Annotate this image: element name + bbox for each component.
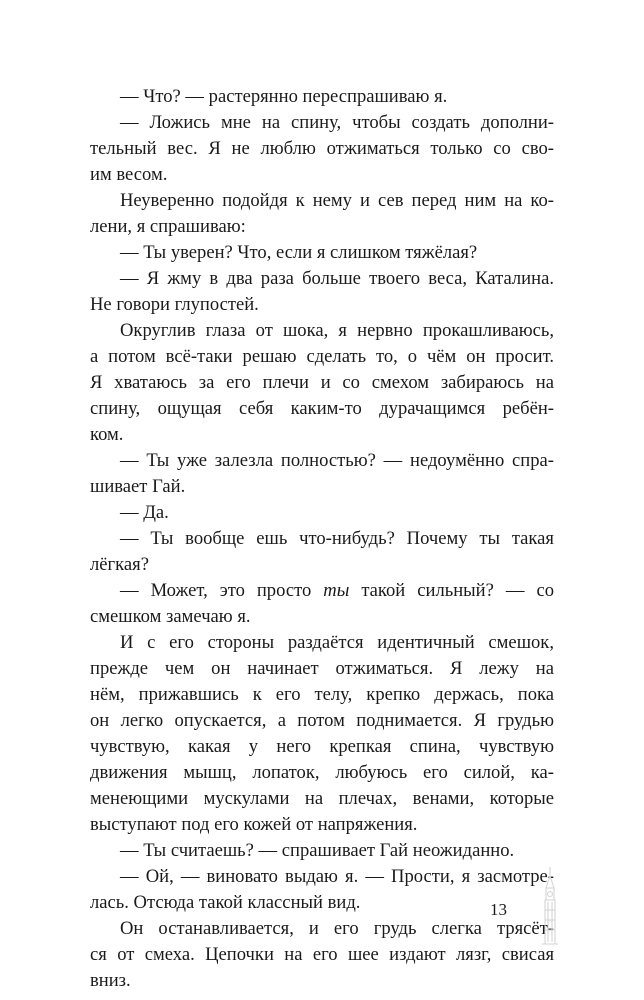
text-line: лёгкая?	[90, 554, 149, 575]
page-number: 13	[490, 900, 507, 919]
text-line-with-italic	[90, 578, 554, 604]
text-line: нём, прижавшись к его телу, крепко держась, пока	[90, 684, 554, 705]
text-line: Не говори глупостей.	[90, 294, 259, 315]
text-line: — Ты уже залезла полностью? — недоумённо спра-	[120, 450, 554, 471]
text-segment: такой сильный? — со	[349, 580, 554, 601]
clock-tower-icon	[538, 866, 562, 946]
text-line: — Ложись мне на спину, чтобы создать дополни-	[120, 112, 554, 133]
text-line: Неуверенно подойдя к нему и сев перед ним на ко-	[120, 190, 554, 211]
text-line: — Ой, — виновато выдаю я. — Прости, я засмотре-	[120, 866, 554, 887]
text-segment: — Может, это просто	[120, 580, 324, 601]
text-line: он легко опускается, а потом поднимается. Я грудью	[90, 710, 554, 731]
text-line: лени, я спрашиваю:	[90, 216, 246, 237]
text-line: — Да.	[120, 502, 169, 523]
text-line: менеющими мускулами на плечах, венами, которые	[90, 788, 554, 809]
text-line: И с его стороны раздаётся идентичный смешок,	[120, 632, 554, 653]
text-line: лась. Отсюда такой классный вид.	[90, 892, 361, 913]
text-line: Он останавливается, и его грудь слегка трясёт-	[120, 918, 554, 939]
text-line: прежде чем он начинает отжиматься. Я лежу на	[90, 658, 554, 679]
text-line: — Я жму в два раза больше твоего веса, Каталина.	[120, 268, 554, 289]
text-line: ся от смеха. Цепочки на его шее издают лязг, свисая	[90, 944, 554, 965]
text-line: спину, ощущая себя каким-то дурачащимся ребён-	[90, 398, 554, 419]
text-line: смешком замечаю я.	[90, 606, 251, 627]
text-line: а потом всё-таки решаю сделать то, о чём он просит.	[90, 346, 554, 367]
italic-word: ты	[323, 580, 350, 601]
book-page-text	[90, 84, 554, 994]
text-line: Я хватаюсь за его плечи и со смехом забираюсь на	[90, 372, 554, 393]
text-line: вниз.	[90, 970, 131, 991]
text-line: чувствую, какая у него крепкая спина, чувствую	[90, 736, 554, 757]
text-line: выступают под его кожей от напряжения.	[90, 814, 418, 835]
text-line: им весом.	[90, 164, 168, 185]
text-line: движения мышц, лопаток, любуюсь его силой, ка-	[90, 762, 554, 783]
text-line: ком.	[90, 424, 124, 445]
text-line: — Ты вообще ешь что-нибудь? Почему ты такая	[120, 528, 554, 549]
text-line: шивает Гай.	[90, 476, 186, 497]
text-line: — Ты уверен? Что, если я слишком тяжёлая?	[120, 242, 478, 263]
text-line: Округлив глаза от шока, я нервно прокашливаюсь,	[120, 320, 554, 341]
text-line: — Ты считаешь? — спрашивает Гай неожиданно.	[120, 840, 515, 861]
text-line: — Что? — растерянно переспрашиваю я.	[120, 86, 448, 107]
text-line: тельный вес. Я не люблю отжиматься только со сво-	[90, 138, 554, 159]
